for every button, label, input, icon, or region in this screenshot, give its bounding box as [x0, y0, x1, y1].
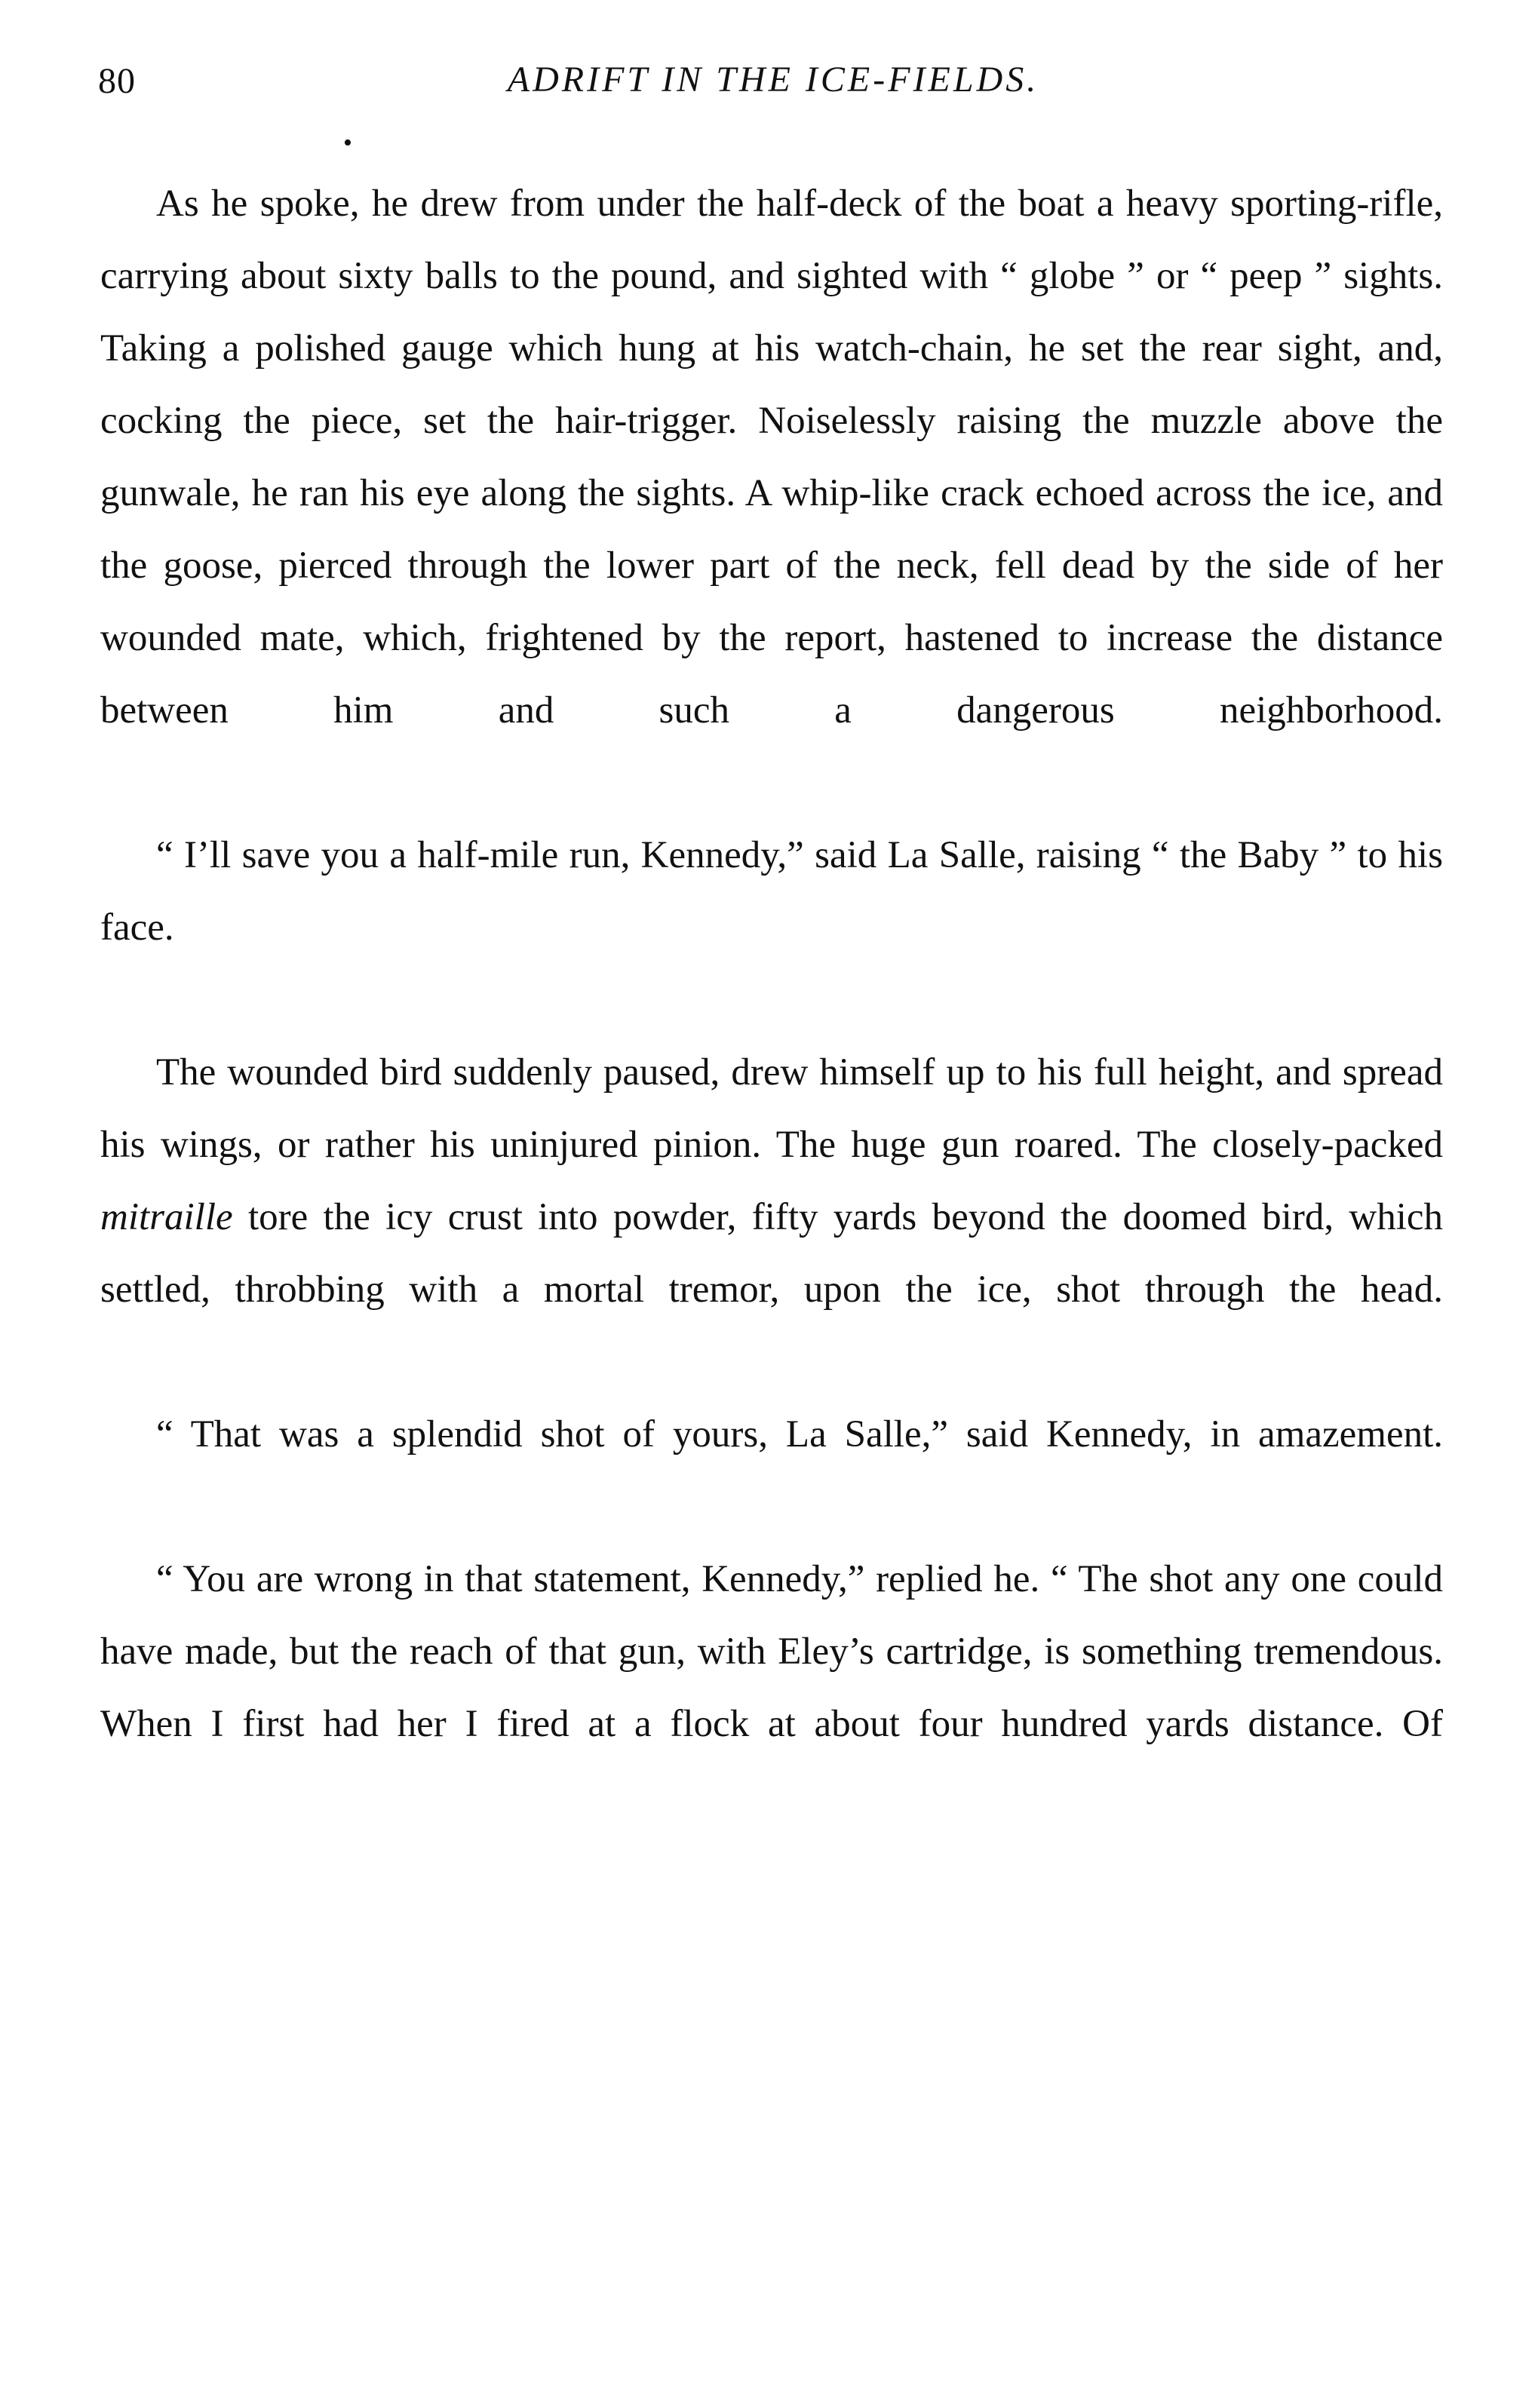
- paragraph: “ That was a splendid shot of yours, La Salle,” said Kennedy, in amazement.: [156, 1413, 1443, 1456]
- paragraph: “ You are wrong in that statement, Kennedy,” replied he. “ The shot any one could have made, but the reach of that gun, with Eley’s cartridge, is something tremendous. When I first had her I fired at a flock at about four hundred yards distance. Of: [100, 1558, 1443, 1745]
- italic-word: mitraille: [100, 1196, 233, 1238]
- paragraph: As he spoke, he drew from under the half-deck of the boat a heavy sporting-rifle, carrying about sixty balls to the pound, and sighted with “ globe ” or “ peep ” sights. Taking a polished gauge which hung at his watch-chain, he set the rear sight, and, cocking the piece, set the hair-trigger. Noiselessly raising the muzzle above the gunwale, he ran his eye along the sights. A whip-like crack echoed across the ice, and the goose, pierced through the lower part of the neck, fell dead by the side of her wounded mate, which, frightened by the report, hastened to increase the distance between him and such a dangerous neighborhood.: [100, 183, 1443, 732]
- paragraph: “ I’ll save you a half-mile run, Kennedy,” said La Salle, raising “ the Baby ” to his face.: [100, 834, 1443, 949]
- paragraph-text-part: The wounded bird suddenly paused, drew himself up to his full height, and spread his wings, or rather his uninjured pinion. The huge gun roared. The closely-packed: [100, 1051, 1443, 1166]
- paragraph: [100, 1036, 1443, 1398]
- stray-ink-mark: •: [343, 129, 352, 157]
- page-body: [100, 167, 1443, 1833]
- paragraph-text-part: tore the icy crust into powder, fifty yards beyond the doomed bird, which settled, throbbing with a mortal tremor, upon the ice, shot through the head.: [100, 1196, 1443, 1311]
- running-head: ADRIFT IN THE ICE-FIELDS.: [507, 60, 1039, 100]
- page-number: 80: [98, 61, 136, 101]
- page-header: [98, 53, 1448, 113]
